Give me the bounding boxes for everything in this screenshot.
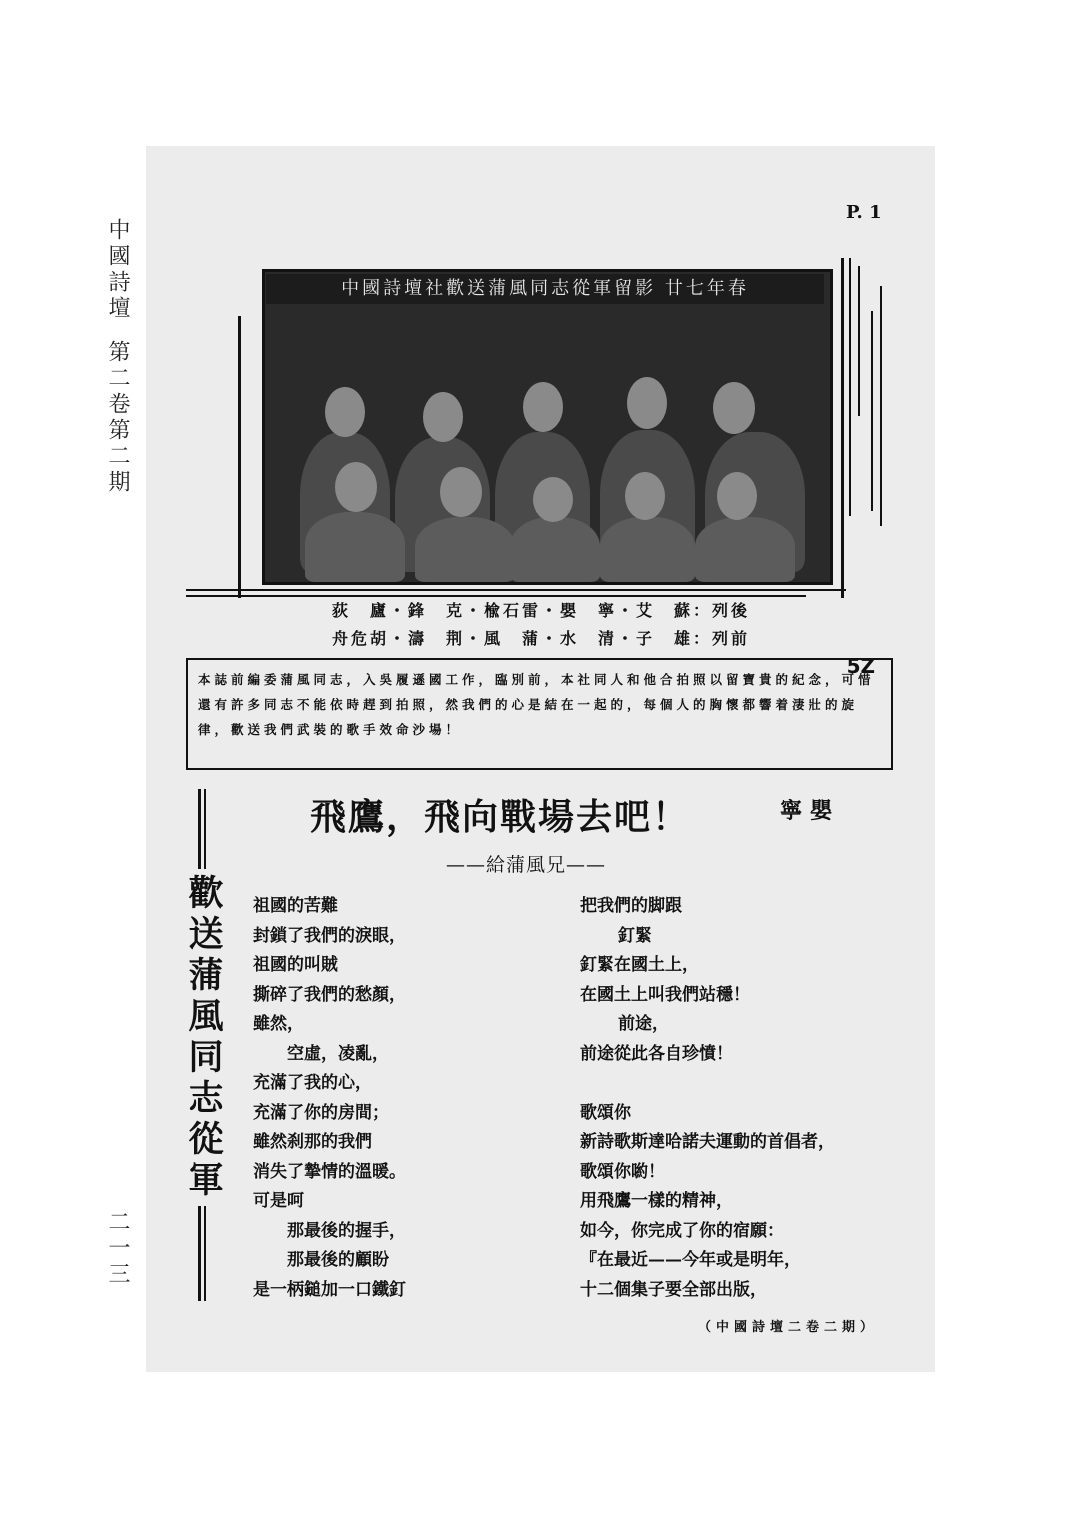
- poem-right-column: [580, 892, 835, 1305]
- photo-title: 中國詩壇社歡送蒲風同志從軍留影 廿七年春: [266, 274, 824, 304]
- margin-journal-title: 中國詩壇: [105, 218, 130, 322]
- poem-line: 釘緊在國土上，: [580, 955, 699, 975]
- decorative-rule: [198, 789, 201, 869]
- page-label: P. 1: [846, 202, 882, 223]
- poem-title: 飛鷹，飛向戰場去吧！: [310, 796, 691, 838]
- poem-line: 在國土上叫我們站穩！: [580, 984, 750, 1005]
- decorative-rule: [204, 789, 206, 869]
- decorative-rule: [849, 258, 851, 516]
- decorative-rule: [186, 589, 846, 591]
- margin-issue: 第二卷第二期: [105, 340, 130, 496]
- decorative-rule: [186, 595, 806, 597]
- notice-box: [186, 654, 893, 770]
- poem-line: 歌頌你: [580, 1102, 631, 1123]
- page-footer: （中國詩壇二卷二期）: [698, 1320, 879, 1335]
- decorative-rule: [198, 1206, 201, 1301]
- notice-text: 本誌前編委蒲風同志，入吳履遜國工作，臨別前，本社同人和他合拍照以留寶貴的紀念，可惜還有許多同志不能依時趕到拍照，然我們的心是結在一起的，每個人的胸懷都響着淒壯的旋律，歡送我們武裝的歌手效命沙場！: [198, 672, 875, 737]
- handwritten-mark: 5Z: [846, 654, 875, 678]
- poet-name: 寧嬰: [780, 798, 841, 824]
- poem-line: 前途從此各自珍憤！: [580, 1043, 733, 1064]
- side-banner: 歡送蒲風同志從軍: [183, 874, 224, 1202]
- poem-line: 那最後的握手，: [287, 1220, 406, 1241]
- poem-subtitle: ——給蒲風兄——: [446, 854, 607, 876]
- poem-line: 雖然刹那的我們: [253, 1132, 372, 1152]
- decorative-rule: [204, 1206, 206, 1301]
- decorative-rule: [871, 311, 873, 511]
- poem-line: 祖國的苦難: [253, 896, 338, 916]
- scanned-page: [146, 146, 935, 1372]
- poem-line: 封鎖了我們的淚眼，: [253, 925, 406, 946]
- poem-line: 充滿了你的房間；: [253, 1102, 389, 1123]
- poem-line: 雖然，: [253, 1014, 304, 1034]
- margin-page-number: 二一三: [105, 1210, 130, 1288]
- poem-line: 用飛鷹一樣的精神，: [580, 1191, 733, 1211]
- poem-line: 充滿了我的心，: [253, 1073, 372, 1093]
- poem-line: [580, 1069, 835, 1099]
- caption-back-row: 荻 廬・鋒 克・楡石雷・嬰 寧・艾 蘇：列後: [332, 601, 751, 620]
- poem-line: 祖國的叫賊: [253, 955, 338, 975]
- group-photo: [262, 269, 833, 585]
- poem-line: 空虛，凌亂，: [287, 1043, 389, 1064]
- decorative-rule: [880, 286, 882, 526]
- poem-line: 新詩歌斯達哈諾夫運動的首倡者，: [580, 1132, 835, 1152]
- poem-left-column: [253, 892, 406, 1305]
- decorative-rule: [841, 258, 844, 598]
- poem-line: 撕碎了我們的愁顏，: [253, 984, 406, 1005]
- poem-line: 歌頌你喲！: [580, 1161, 665, 1182]
- decorative-rule: [858, 266, 860, 416]
- poem-line: 可是呵: [253, 1191, 304, 1211]
- poem-line: 釘緊: [618, 925, 652, 946]
- poem-line: 那最後的顧盼: [287, 1250, 389, 1270]
- decorative-rule: [238, 316, 241, 598]
- poem-line: 前途，: [618, 1014, 669, 1034]
- poem-line: 把我們的脚跟: [580, 896, 682, 916]
- poem-line: 『在最近——今年或是明年，: [580, 1250, 801, 1270]
- poem-line: 如今，你完成了你的宿願：: [580, 1220, 784, 1241]
- caption-front-row: 舟危胡・濤 荆・風 蒲・水 清・子 雄：列前: [332, 629, 751, 648]
- poem-line: 十二個集子要全部出版，: [580, 1279, 767, 1300]
- poem-line: 消失了摯情的溫暖。: [253, 1161, 406, 1182]
- poem-line: 是一柄鎚加一口鐵釘: [253, 1279, 406, 1300]
